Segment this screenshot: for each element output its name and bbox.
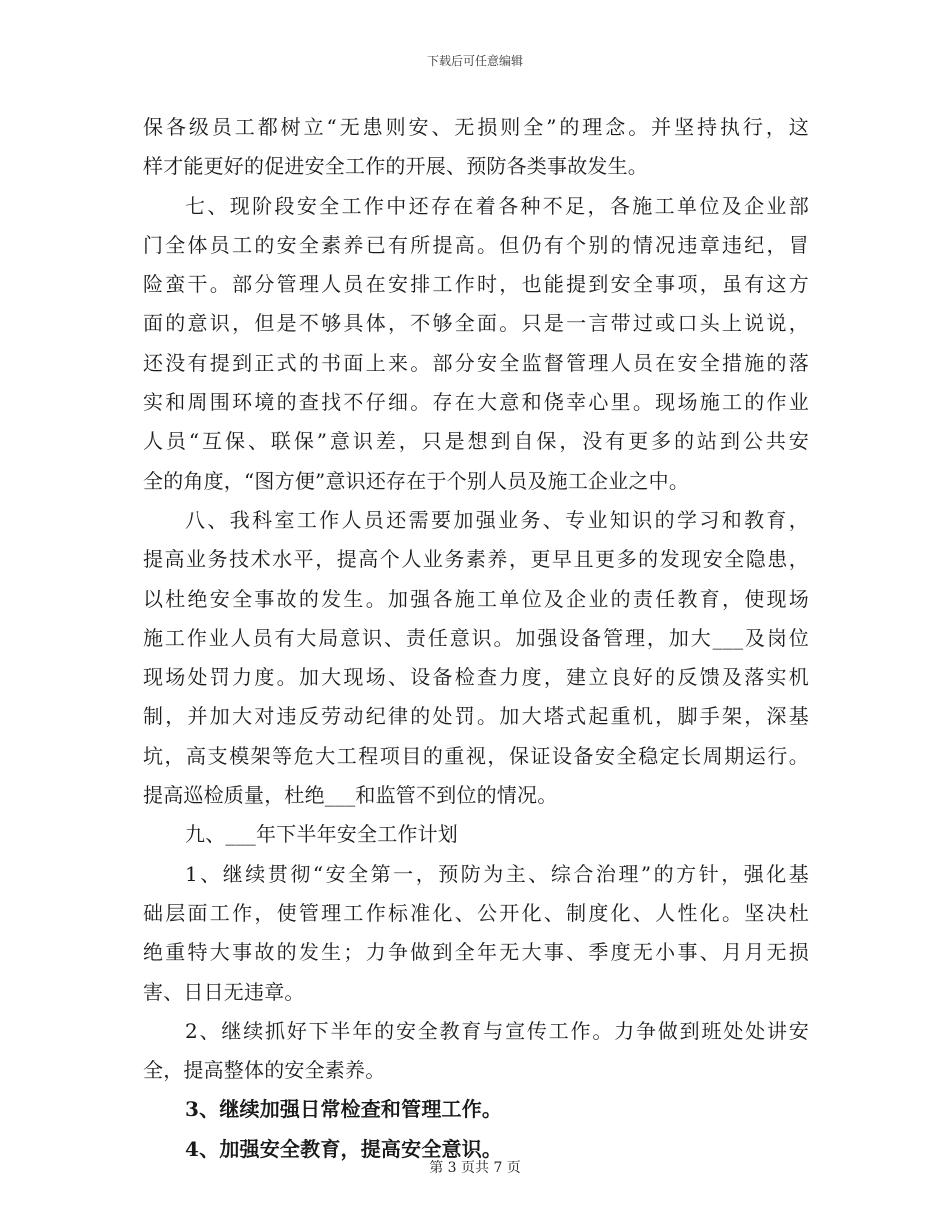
text-line: 以杜绝安全事故的发生。加强各施工单位及企业的责任教育，使现场 — [143, 586, 809, 611]
paragraph-7-start: 七、现阶段安全工作中还存在着各种不足，各施工单位及企业部 — [185, 193, 809, 218]
text-line: 面的意识，但是不够具体，不够全面。只是一言带过或口头上说说， — [143, 311, 809, 336]
text-line: 还没有提到正式的书面上来。部分安全监督管理人员在安全措施的落 — [143, 350, 809, 375]
page-header-note: 下载后可任意编辑 — [426, 54, 523, 68]
text-line: 坑，高支模架等危大工程项目的重视，保证设备安全稳定长周期运行。 — [143, 743, 809, 768]
text-line: 制，并加大对违反劳动纪律的处罚。加大塔式起重机，脚手架，深基 — [143, 704, 809, 729]
text-line: 提高业务技术水平，提高个人业务素养，更早且更多的发现安全隐患， — [143, 547, 809, 572]
text-line: 提高巡检质量，杜绝___和监管不到位的情况。 — [143, 783, 558, 808]
text-line: 全，提高整体的安全素养。 — [143, 1058, 386, 1083]
text-line: 门全体员工的安全素养已有所提高。但仍有个别的情况违章违纪，冒 — [143, 232, 809, 257]
plan-item-3: 3、继续加强日常检查和管理工作。 — [185, 1097, 503, 1122]
text-line: 础层面工作，使管理工作标准化、公开化、制度化、人性化。坚决杜 — [143, 900, 809, 925]
plan-item-2-start: 2、继续抓好下半年的安全教育与宣传工作。力争做到班处处讲安 — [185, 1018, 809, 1043]
text-line: 险蛮干。部分管理人员在安排工作时，也能提到安全事项，虽有这方 — [143, 272, 809, 297]
plan-item-1-start: 1、继续贯彻“安全第一，预防为主、综合治理”的方针，强化基 — [185, 861, 809, 886]
text-line: 施工作业人员有大局意识、责任意识。加强设备管理，加大___及岗位 — [143, 625, 809, 650]
paragraph-8-start: 八、我科室工作人员还需要加强业务、专业知识的学习和教育， — [185, 507, 809, 532]
text-line: 实和周围环境的查找不仔细。存在大意和侥幸心里。现场施工的作业 — [143, 390, 809, 415]
page-number: 第 3 页共 7 页 — [429, 1160, 521, 1176]
text-line: 样才能更好的促进安全工作的开展、预防各类事故发生。 — [143, 154, 648, 179]
text-line: 人员“互保、联保”意识差，只是想到自保，没有更多的站到公共安 — [143, 429, 809, 454]
text-line: 现场处罚力度。加大现场、设备检查力度，建立良好的反馈及落实机 — [143, 665, 809, 690]
text-line: 全的角度，“图方便”意识还存在于个别人员及施工企业之中。 — [143, 468, 690, 493]
document-body — [143, 108, 809, 1169]
text-line: 保各级员工都树立“无患则安、无损则全”的理念。并坚持执行，这 — [143, 115, 809, 139]
plan-item-4: 4、加强安全教育，提高安全意识。 — [185, 1136, 503, 1161]
text-line: 绝重特大事故的发生；力争做到全年无大事、季度无小事、月月无损 — [143, 940, 809, 965]
text-line: 害、日日无违章。 — [143, 979, 305, 1004]
section-9-heading: 九、___年下半年安全工作计划 — [185, 822, 458, 847]
